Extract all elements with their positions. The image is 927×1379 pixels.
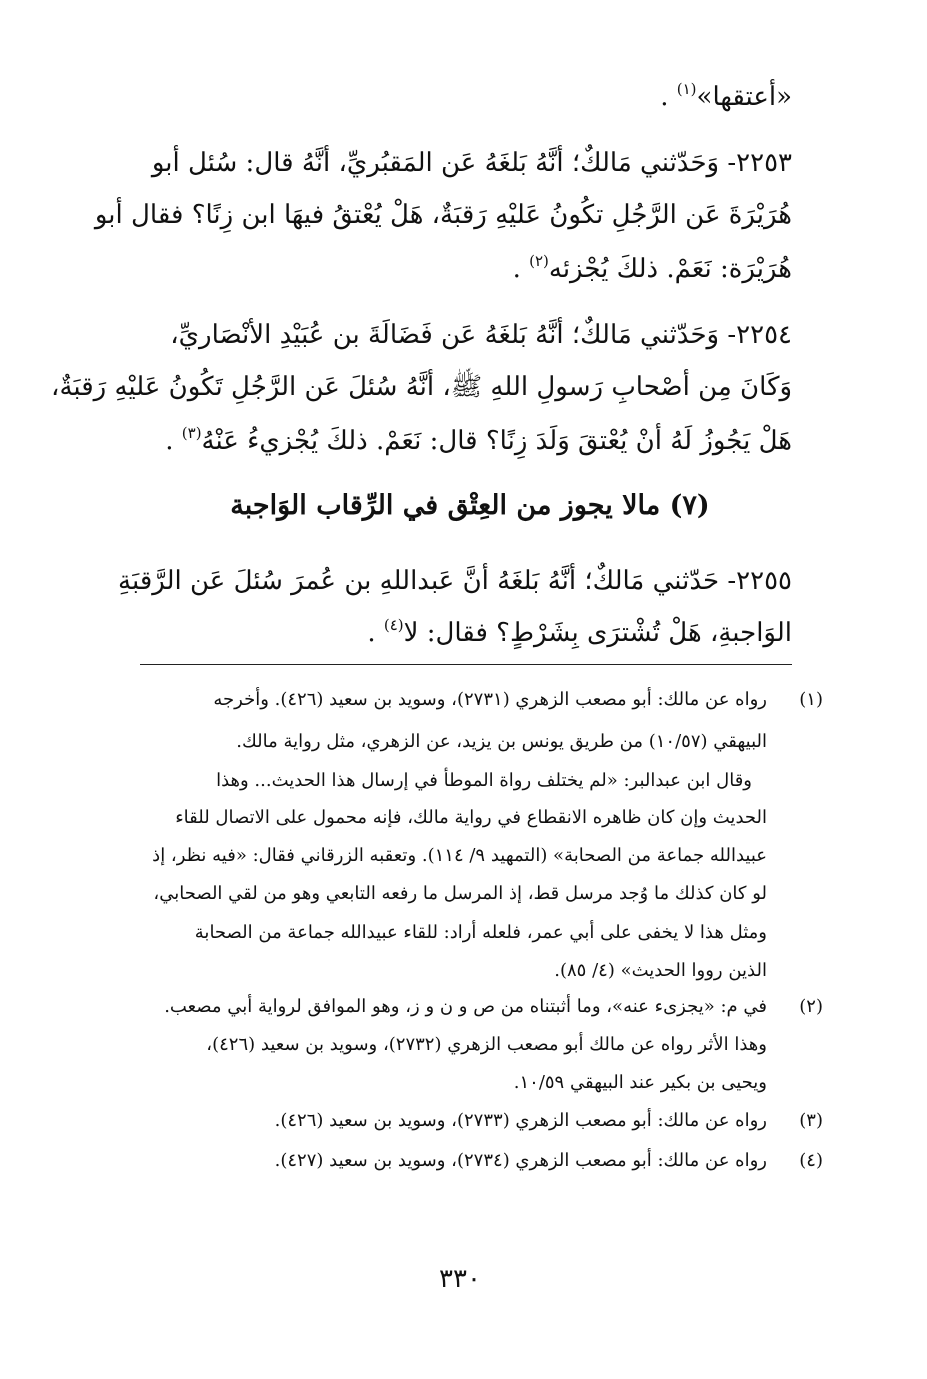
footnote-3-line-1: رواه عن مالك: أبو مصعب الزهري (٢٧٣٣)، وسويد بن سعيد (٤٢٦). — [274, 1110, 767, 1131]
footnote-ref-3: (٣) — [181, 424, 202, 442]
footnote-1-line-1: رواه عن مالك: أبو مصعب الزهري (٢٧٣١)، وسويد بن سعيد (٤٢٦). وأخرجه — [213, 689, 767, 710]
hadith-2255-line-2-text: الوَاجبةِ، هَلْ تُشْترَى بِشَرْطٍ؟ فقال: لا — [403, 618, 792, 648]
footnote-ref-4: (٤) — [383, 616, 404, 634]
page-number: ٣٣٠ — [439, 1264, 481, 1294]
hadith-2254-line-2: وَكَانَ مِن أصْحابِ رَسولِ اللهِ ﷺ، أنَّهُ سُئلَ عَن الرَّجُلِ تَكُونُ عَليْهِ رَقبَةٌ، — [51, 372, 792, 402]
hadith-2253-line-1: ٢٢٥٣- وَحَدّثني مَالكٌ؛ أنَّهُ بَلغَهُ عَن المَقبُريِّ، أنَّهُ قال: سُئل أبو — [151, 148, 792, 178]
hadith-2255-line-2-end: . — [367, 618, 384, 648]
hadith-2255-line-1: ٢٢٥٥- حَدّثني مَالكٌ؛ أنَّهُ بَلغَهُ أنَّ عَبداللهِ بن عُمرَ سُئلَ عَن الرَّقبَةِ — [118, 566, 792, 596]
hadith-2254-line-3 — [132, 424, 792, 461]
hadith-2255-line-2 — [132, 616, 792, 653]
footnote-separator — [140, 664, 792, 665]
footnote-4-line-1: رواه عن مالك: أبو مصعب الزهري (٢٧٣٤)، وسويد بن سعيد (٤٢٧). — [274, 1150, 767, 1171]
footnote-1-line-4: الحديث وإن كان ظاهره الانقطاع في رواية مالك، فإنه محمول على الاتصال للقاء — [175, 807, 767, 828]
hadith-2254-line-1: ٢٢٥٤- وَحَدّثني مَالكٌ؛ أنَّهُ بَلغَهُ عَن فَضَالَةَ بن عُبَيْدِ الأنْصَاريِّ، — [170, 320, 792, 350]
hadith-2254-line-3-text: هَلْ يَجُوزُ لَهُ أنْ يُعْتقَ وَلَدَ زِنًا؟ قال: نَعَمْ. ذلكَ يُجْزيءُ عَنْهُ — [201, 426, 792, 456]
footnote-2-line-3: ويحيى بن بكير عند البيهقي ١٠/٥٩. — [513, 1072, 767, 1093]
footnote-number-1: (١) — [799, 689, 823, 710]
hadith-2253-line-3-text: هُرَيْرَة: نَعَمْ. ذلكَ يُجْزئه — [548, 254, 792, 284]
section-heading: (٧) مالا يجوز من العِتْق في الرِّقاب الوَاجبة — [230, 490, 710, 521]
footnote-1-line-6: لو كان كذلك ما وُجد مرسل قط، إذ المرسل ما رفعه التابعي وهو من لقي الصحابي، — [153, 883, 767, 904]
footnote-1-line-7: ومثل هذا لا يخفى على أبي عمر، فلعله أراد: للقاء عبيدالله جماعة من الصحابة — [194, 922, 767, 943]
hadith-2253-line-3-end: . — [512, 254, 530, 284]
footnote-number-4: (٤) — [799, 1150, 823, 1171]
footnote-1-line-2: البيهقي (١٠/٥٧) من طريق يونس بن يزيد، عن الزهري، مثل رواية مالك. — [236, 731, 767, 752]
footnote-1-line-3: وقال ابن عبدالبر: «لم يختلف رواة الموطأ في إرسال هذا الحديث... وهذا — [216, 770, 752, 791]
carryover-text: «أعتقها» — [696, 82, 792, 112]
footnote-number-2: (٢) — [799, 996, 823, 1017]
carryover-end: . — [660, 82, 677, 112]
hadith-2253-line-2: هُرَيْرَةَ عَن الرَّجُلِ تكُونُ عَليْهِ رَقبَةٌ، هَلْ يُعْتقُ فيهَا ابن زِنًا؟ فقال أبو — [94, 200, 792, 230]
hadith-2253-line-3 — [132, 252, 792, 289]
footnote-ref-2: (٢) — [529, 252, 549, 270]
footnote-number-3: (٣) — [799, 1110, 823, 1131]
footnote-2-line-1: في م: «يجزىء عنه»، وما أثبتناه من ص و ن و ز، وهو الموافق لرواية أبي مصعب. — [164, 996, 767, 1017]
hadith-2254-line-3-end: . — [165, 426, 182, 456]
carryover-line — [132, 80, 792, 117]
footnote-1-line-5: عبيدالله جماعة من الصحابة» (التمهيد ٩/ ١١٤). وتعقبه الزرقاني فقال: «فيه نظر، إذ — [152, 845, 767, 866]
footnote-ref-1: (١) — [676, 80, 697, 98]
footnote-1-line-8: الذين رووا الحديث» (٤/ ٨٥). — [554, 960, 767, 981]
footnote-2-line-2: وهذا الأثر رواه عن مالك أبو مصعب الزهري (٢٧٣٢)، وسويد بن سعيد (٤٢٦)، — [206, 1034, 767, 1055]
